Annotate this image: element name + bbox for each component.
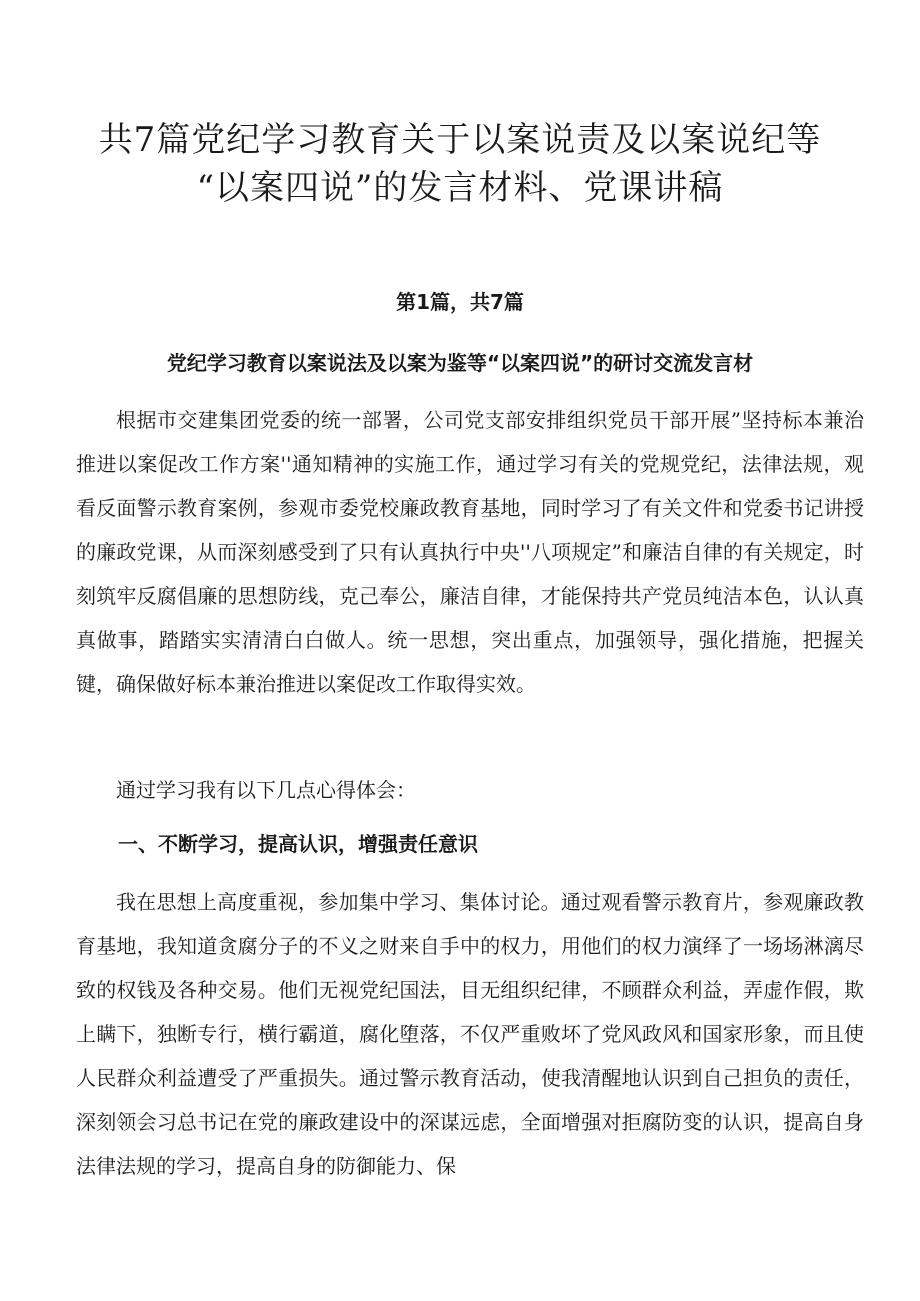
- document-title-line-1: 共7篇党纪学习教育关于以案说责及以案说纪等: [98, 120, 822, 160]
- section-heading-1: 一、不断学习，提高认识，增强责任意识: [118, 832, 478, 856]
- part-label: 第1篇，共7篇: [396, 290, 524, 314]
- article-subtitle: 党纪学习教育以案说法及以案为鉴等“以案四说”的研讨交流发言材: [166, 351, 754, 375]
- document-title-line-2: “以案四说”的发言材料、党课讲稿: [196, 168, 724, 208]
- body-paragraph-1: 根据市交建集团党委的统一部署，公司党支部安排组织党员干部开展”坚持标本兼治推进以案促改工作方案''通知精神的实施工作，通过学习有关的党规党纪，法律法规，观看反面警示教育案例，参观市委党校廉政教育基地，同时学习了有关文件和党委书记讲授的廉政党课，从而深刻感受到了只有认真执行中央''八项规定”和廉洁自律的有关规定，时刻筑牢反腐倡廉的思想防线，克己奉公，廉洁自律，才能保持共产党员纯洁本色，认认真真做事，踏踏实实清清白白做人。统一思想，突出重点，加强领导，强化措施，把握关键，确保做好标本兼治推进以案促改工作取得实效。: [76, 408, 864, 696]
- body-paragraph-3: 我在思想上高度重视，参加集中学习、集体讨论。通过观看警示教育片，参观廉政教育基地，我知道贪腐分子的不义之财来自手中的权力，用他们的权力演绎了一场场淋漓尽致的权钱及各种交易。他们无视党纪国法，目无组织纪律，不顾群众利益，弄虚作假，欺上瞒下，独断专行，横行霸道，腐化堕落，不仅严重败坏了党风政风和国家形象，而且使人民群众利益遭受了严重损失。通过警示教育活动，使我清醒地认识到自己担负的责任，深刻领会习总书记在党的廉政建设中的深谋远虑，全面增强对拒腐防变的认识，提高自身法律法规的学习，提高自身的防御能力、保: [76, 890, 864, 1178]
- body-paragraph-2: 通过学习我有以下几点心得体会：: [116, 778, 416, 802]
